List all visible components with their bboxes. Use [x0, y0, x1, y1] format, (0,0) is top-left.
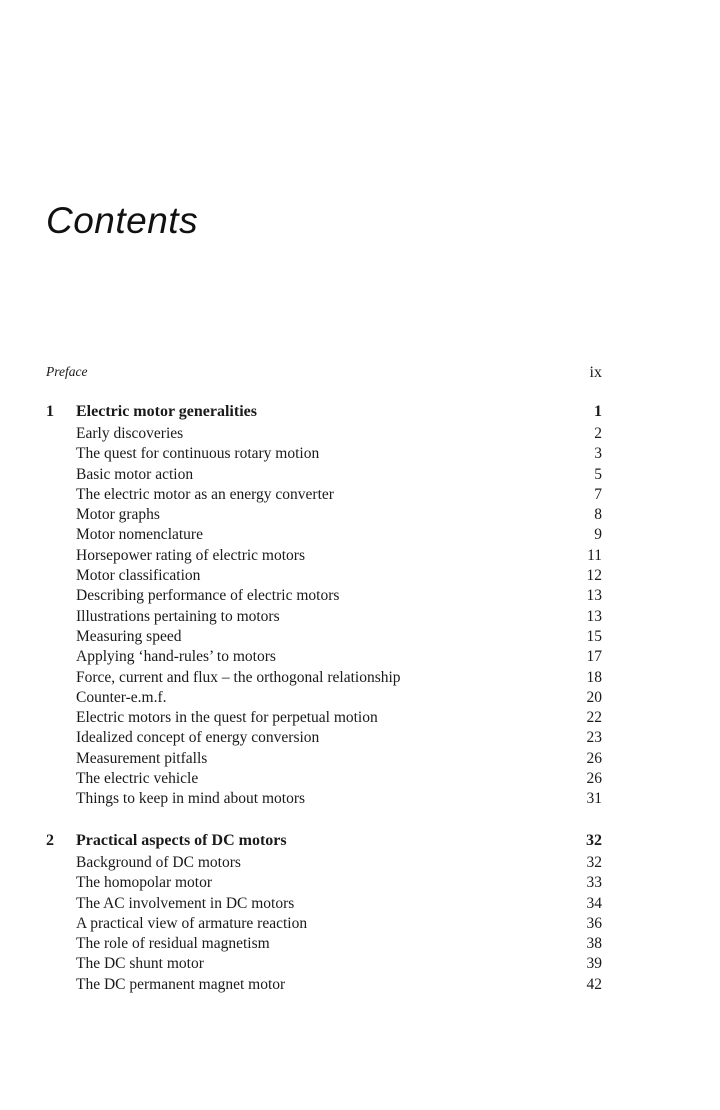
toc-entry[interactable] [46, 586, 602, 606]
toc-entry[interactable] [46, 914, 602, 934]
entry-title: Applying ‘hand-rules’ to motors [76, 648, 276, 666]
toc-entry[interactable] [46, 566, 602, 586]
chapter-heading-row[interactable] [46, 832, 602, 853]
toc-entry[interactable] [46, 873, 602, 893]
entry-page-number: 11 [587, 546, 602, 564]
entry-page-number: 36 [586, 914, 602, 932]
entry-title: Describing performance of electric motors [76, 587, 340, 605]
entry-page-number: 38 [586, 935, 602, 953]
chapter-page-number: 32 [586, 832, 602, 849]
entry-page-number: 18 [586, 668, 602, 686]
toc-entry[interactable] [46, 465, 602, 485]
toc-entry[interactable] [46, 954, 602, 974]
entry-page-number: 32 [586, 854, 602, 871]
chapter-page-number: 1 [594, 403, 602, 420]
entry-page-number: 8 [594, 506, 602, 524]
entry-page-number: 13 [586, 607, 602, 625]
entry-title: The DC permanent magnet motor [76, 975, 286, 993]
toc-chapter-2 [46, 832, 602, 995]
entry-page-number: 17 [586, 648, 602, 666]
toc-entry[interactable] [46, 525, 602, 545]
chapter-title: Electric motor generalities [76, 403, 257, 420]
entry-title: Early discoveries [76, 425, 184, 442]
toc-entry[interactable] [46, 749, 602, 769]
toc-entry[interactable] [46, 688, 602, 708]
entry-title: The DC shunt motor [76, 955, 204, 973]
entry-page-number: 26 [586, 749, 602, 767]
toc-entry[interactable] [46, 627, 602, 647]
preface-label: Preface [46, 364, 88, 379]
chapter-title: Practical aspects of DC motors [76, 832, 287, 849]
toc-entry[interactable] [46, 853, 602, 873]
entry-page-number: 20 [586, 688, 602, 706]
toc-chapter-1 [46, 403, 602, 810]
entry-page-number: 42 [586, 975, 602, 993]
entry-title: Background of DC motors [76, 854, 241, 871]
page-title: Contents [46, 200, 199, 241]
entry-title: Motor classification [76, 567, 201, 585]
toc-entry[interactable] [46, 607, 602, 627]
toc-entry[interactable] [46, 668, 602, 688]
entry-title: A practical view of armature reaction [76, 914, 308, 932]
toc-entry[interactable] [46, 769, 602, 789]
toc-entry[interactable] [46, 444, 602, 464]
entry-title: The quest for continuous rotary motion [76, 445, 320, 463]
entry-page-number: 23 [586, 729, 602, 747]
entry-title: Measurement pitfalls [76, 749, 208, 767]
entry-page-number: 5 [594, 465, 602, 483]
toc-entry[interactable] [46, 894, 602, 914]
toc-preface-row[interactable] [46, 364, 602, 382]
entry-title: Force, current and flux – the orthogonal relationship [76, 668, 401, 686]
entry-page-number: 22 [586, 709, 602, 727]
entry-page-number: 12 [586, 567, 602, 585]
toc-entry[interactable] [46, 485, 602, 505]
entry-page-number: 39 [586, 955, 602, 973]
toc-entry[interactable] [46, 708, 602, 728]
entry-page-number: 3 [594, 445, 602, 463]
entry-page-number: 13 [586, 587, 602, 605]
entry-title: Idealized concept of energy conversion [76, 729, 320, 747]
entry-title: Measuring speed [76, 627, 182, 645]
chapter-number: 2 [46, 832, 54, 849]
entry-title: Motor graphs [76, 506, 160, 524]
entry-title: Illustrations pertaining to motors [76, 607, 280, 625]
toc-entry[interactable] [46, 647, 602, 667]
entry-title: Electric motors in the quest for perpetual motion [76, 709, 378, 727]
toc-entry[interactable] [46, 546, 602, 566]
toc-entry[interactable] [46, 728, 602, 748]
entry-title: The role of residual magnetism [76, 935, 270, 953]
entry-title: Basic motor action [76, 465, 194, 483]
chapter-entries [46, 853, 602, 995]
preface-page-number: ix [589, 364, 602, 381]
chapter-number: 1 [46, 403, 54, 420]
entry-page-number: 33 [586, 874, 602, 892]
entry-title: Things to keep in mind about motors [76, 790, 306, 808]
entry-page-number: 7 [594, 485, 602, 503]
entry-page-number: 31 [586, 790, 602, 808]
entry-page-number: 15 [586, 627, 602, 645]
toc-entry[interactable] [46, 975, 602, 995]
entry-page-number: 34 [586, 894, 602, 912]
toc-entry[interactable] [46, 934, 602, 954]
toc-entry[interactable] [46, 505, 602, 525]
toc-entry[interactable] [46, 424, 602, 444]
toc-entry[interactable] [46, 789, 602, 809]
entry-title: Horsepower rating of electric motors [76, 546, 305, 564]
entry-title: Counter-e.m.f. [76, 688, 167, 706]
entry-page-number: 9 [594, 526, 602, 544]
entry-title: The AC involvement in DC motors [76, 894, 295, 912]
chapter-heading-row[interactable] [46, 403, 602, 424]
entry-page-number: 2 [594, 425, 602, 442]
entry-title: Motor nomenclature [76, 526, 203, 544]
entry-title: The electric vehicle [76, 770, 199, 788]
chapter-entries [46, 424, 602, 810]
entry-title: The electric motor as an energy converter [76, 485, 334, 503]
entry-title: The homopolar motor [76, 874, 213, 892]
entry-page-number: 26 [586, 770, 602, 788]
